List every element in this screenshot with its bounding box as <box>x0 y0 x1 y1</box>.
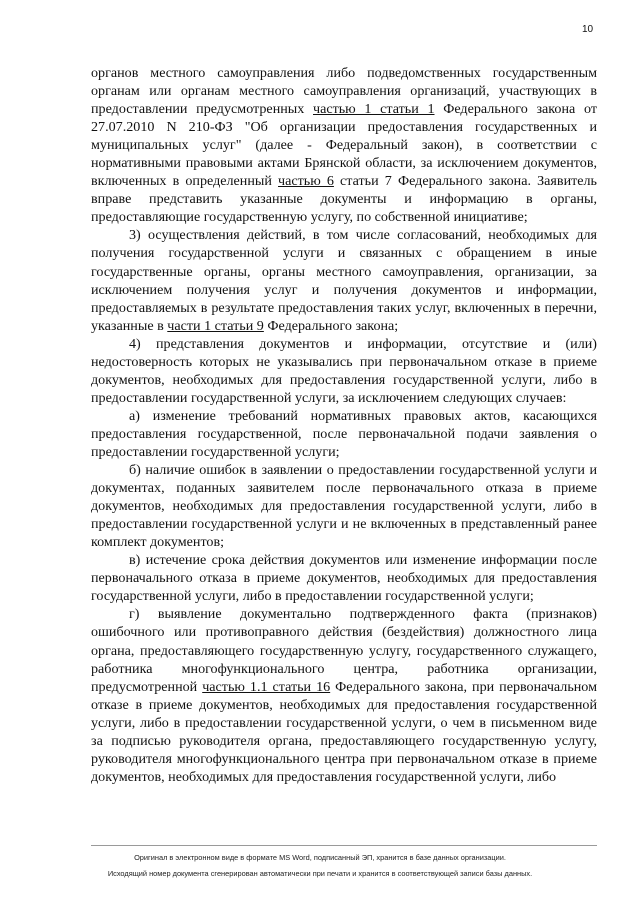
page-footer <box>40 850 600 882</box>
paragraph-text: Федерального закона, при первоначальном отказе в приеме документов, необходимых для предоставления государственной услуги, либо в предоставлении государственной услуги, о чем в письменном виде за подписью руководителя органа, предоставляющего государственную услугу, руководителя многофункционального центра при первоначальном отказе в приеме документов, необходимых для предоставления государственной услуги, либо <box>91 678 597 785</box>
law-reference-link[interactable]: частью 6 <box>278 173 334 190</box>
paragraph-text: статьи 7 Федерального закона. Заявитель вправе представить указанные документы и информацию в органы, предоставляющие государственную услугу, по собственной инициативе; <box>91 173 597 226</box>
law-reference-link[interactable]: частью 1.1 статьи 16 <box>202 678 331 695</box>
paragraph-subitem-b: б) наличие ошибок в заявлении о предоставлении государственной услуги и документах, поданных заявителем после первоначального отказа в приеме документов, необходимых для предоставления государственной услуги, либо в предоставлении государственной услуги и не включенных в представленный ранее комплект документов; <box>91 462 597 551</box>
paragraph-text: Федерального закона от 27.07.2010 N 210-ФЗ "Об организации предоставления государственных и муниципальных услуг" (далее - Федеральный закон), в соответствии с нормативными правовыми актами Брянской области, за исключением документов, включенных в определенный <box>91 101 597 190</box>
footer-line-outgoing-number: Исходящий номер документа сгенерирован автоматически при печати и хранится в соответствующей записи базы данных. <box>107 869 533 878</box>
paragraph-item-3 <box>91 226 597 334</box>
paragraph-subitem-v: в) истечение срока действия документов или изменение информации после первоначального отказа в приеме документов, необходимых для предоставления государственной услуги, либо в предоставлении государственной услуги; <box>91 552 597 605</box>
page-number: 10 <box>582 24 594 35</box>
law-reference-link[interactable]: части 1 статьи 9 <box>167 317 264 334</box>
paragraph-text: 3) осуществления действий, в том числе согласований, необходимых для получения государственной услуги и связанных с обращением в иные государственные органы, органы местного самоуправления, организации, за исключением получения услуг и получения документов и информации, предоставляемых в результате предоставления таких услуг, включенных в перечни, указанные в <box>91 227 597 334</box>
document-body <box>91 64 597 786</box>
law-reference-link[interactable]: частью 1 статьи 1 <box>313 101 435 118</box>
paragraph-subitem-g <box>91 605 597 785</box>
paragraph-text: органов местного самоуправления либо подведомственных государственным органам или органам местного самоуправления организаций, участвующих в предоставлении предусмотренных <box>91 65 597 118</box>
paragraph-text: Федерального закона; <box>263 317 399 334</box>
footer-divider <box>91 845 597 846</box>
footer-line-original: Оригинал в электронном виде в формате MS Word, подписанный ЭП, хранится в базе данных организации. <box>134 853 506 862</box>
paragraph-item-4: 4) представления документов и информации, отсутствие и (или) недостоверность которых не указывались при первоначальном отказе в приеме документов, необходимых для предоставления государственной услуги, либо в предоставлении государственной услуги, за исключением следующих случаев: <box>91 335 597 406</box>
paragraph-continuation <box>91 64 597 226</box>
paragraph-subitem-a: а) изменение требований нормативных правовых актов, касающихся предоставления государственной, после первоначальной подачи заявления о предоставлении государственной услуги; <box>91 407 597 460</box>
paragraph-text: г) выявление документально подтвержденного факта (признаков) ошибочного или противоправного действия (бездействия) должностного лица органа, предоставляющего государственную услугу, государственного служащего, работника многофункционального центра, работника организации, предусмотренной <box>91 606 597 695</box>
